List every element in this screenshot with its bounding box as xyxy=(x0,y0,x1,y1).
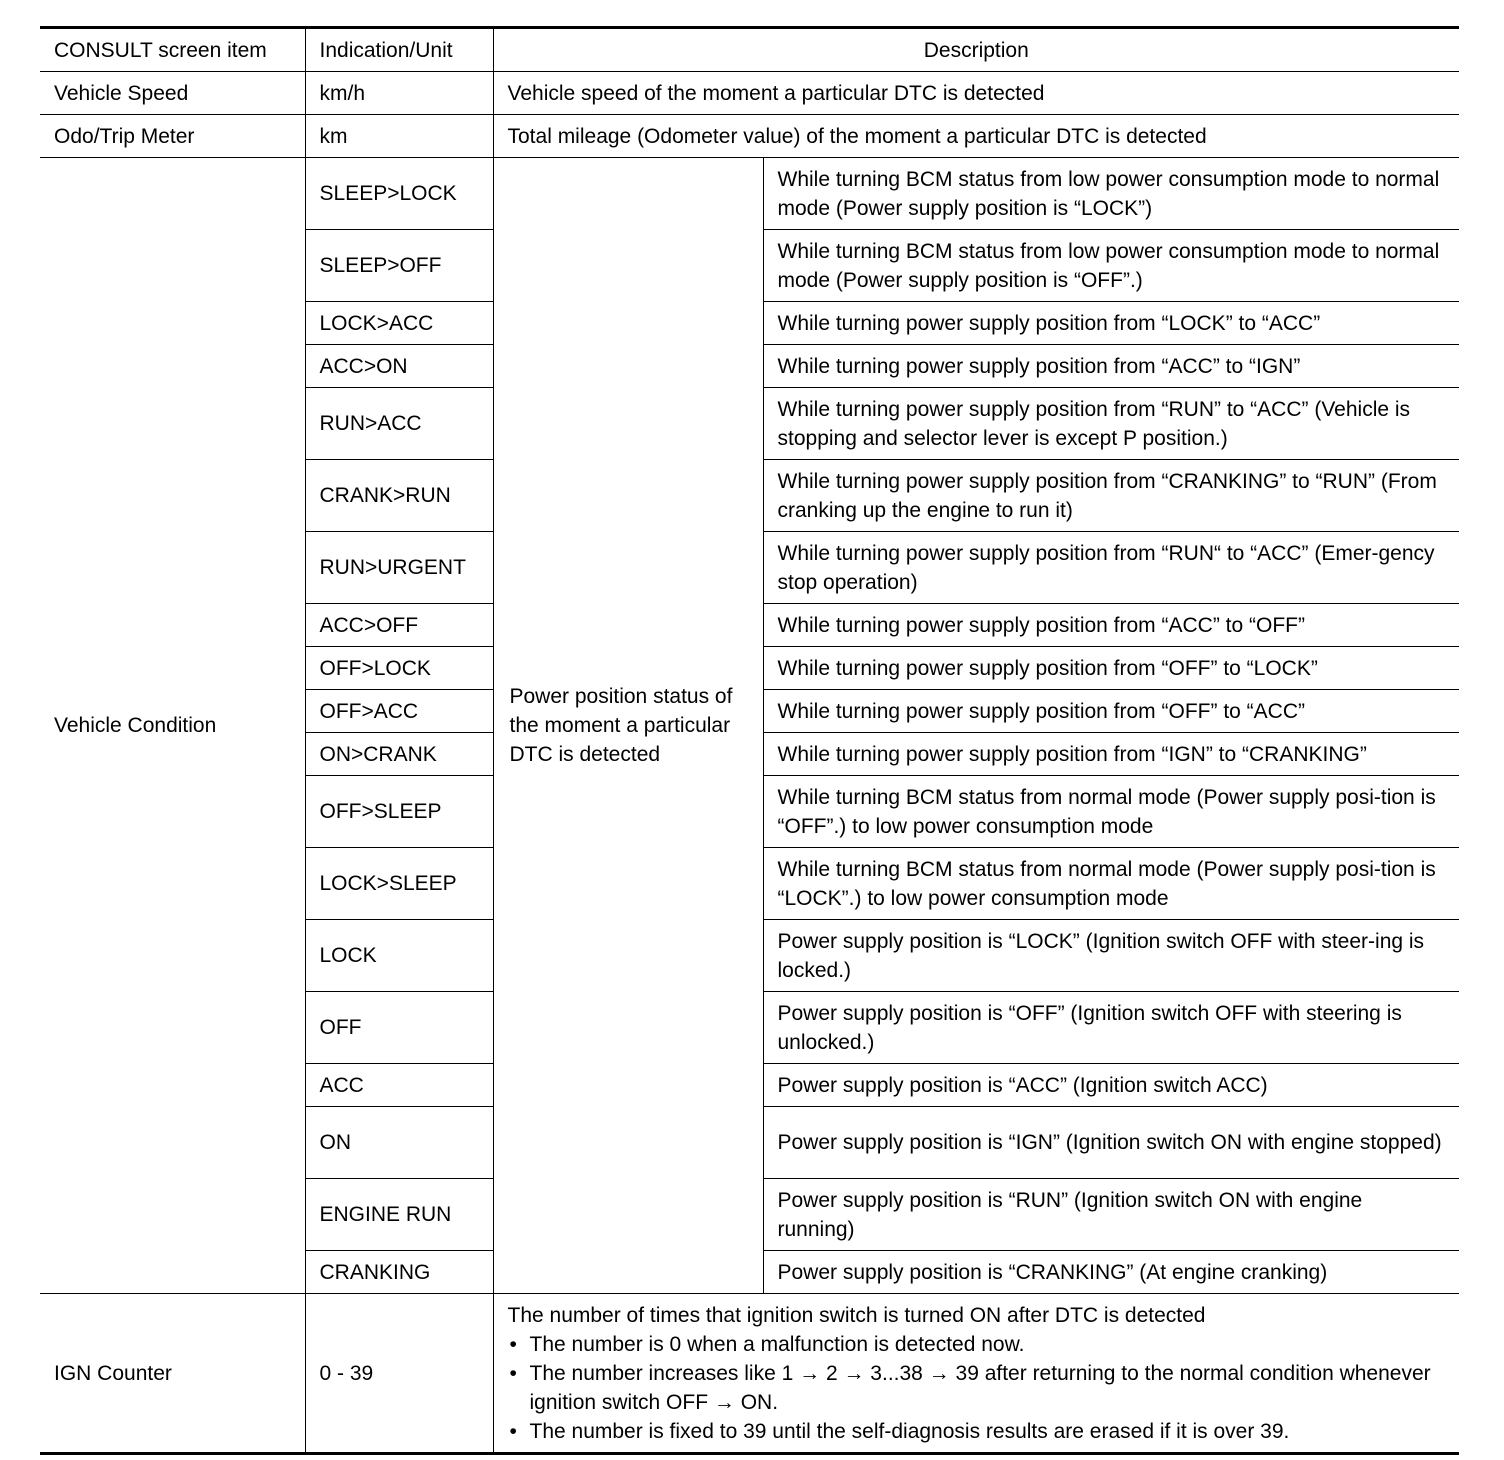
unit-cell: LOCK xyxy=(305,920,493,992)
unit-cell: 0 - 39 xyxy=(305,1294,493,1454)
header-unit: Indication/Unit xyxy=(305,28,493,72)
unit-cell: OFF>LOCK xyxy=(305,647,493,690)
description-cell: Power supply position is “CRANKING” (At engine cranking) xyxy=(763,1251,1459,1294)
description-cell: Vehicle speed of the moment a particular DTC is detected xyxy=(493,72,1459,115)
description-cell: Power supply position is “RUN” (Ignition switch ON with engine running) xyxy=(763,1179,1459,1251)
unit-cell: LOCK>ACC xyxy=(305,302,493,345)
list-item: • The number is 0 when a malfunction is detected now. xyxy=(508,1330,1446,1359)
description-cell: Power supply position is “OFF” (Ignition switch OFF with steering is unlocked.) xyxy=(763,992,1459,1064)
table-row xyxy=(40,1294,1459,1454)
description-cell: While turning power supply position from “ACC” to “OFF” xyxy=(763,604,1459,647)
description-cell: Total mileage (Odometer value) of the moment a particular DTC is detected xyxy=(493,115,1459,158)
description-cell: While turning power supply position from “ACC” to “IGN” xyxy=(763,345,1459,388)
unit-cell: OFF xyxy=(305,992,493,1064)
unit-cell: km xyxy=(305,115,493,158)
unit-cell: CRANKING xyxy=(305,1251,493,1294)
list-item: • The number increases like 1 → 2 → 3...38 → 39 after returning to the normal condition whenever ignition switch OFF → ON. xyxy=(508,1359,1446,1417)
list-item: • The number is fixed to 39 until the self-diagnosis results are erased if it is over 39. xyxy=(508,1417,1446,1446)
header-item: CONSULT screen item xyxy=(40,28,305,72)
description-cell xyxy=(493,1294,1459,1454)
consult-items-table xyxy=(40,26,1459,1455)
description-cell: While turning BCM status from low power consumption mode to normal mode (Power supply position is “LOCK”) xyxy=(763,158,1459,230)
description-cell: While turning power supply position from “OFF” to “LOCK” xyxy=(763,647,1459,690)
description-cell: Power supply position is “IGN” (Ignition switch ON with engine stopped) xyxy=(763,1107,1459,1179)
description-cell: Power supply position is “ACC” (Ignition switch ACC) xyxy=(763,1064,1459,1107)
header-description: Description xyxy=(493,28,1459,72)
table-row xyxy=(40,115,1459,158)
unit-cell: ACC>OFF xyxy=(305,604,493,647)
description-cell: While turning power supply position from “IGN” to “CRANKING” xyxy=(763,733,1459,776)
unit-cell: km/h xyxy=(305,72,493,115)
unit-cell: OFF>ACC xyxy=(305,690,493,733)
description-cell: While turning power supply position from “LOCK” to “ACC” xyxy=(763,302,1459,345)
item-cell: IGN Counter xyxy=(40,1294,305,1454)
table-row xyxy=(40,158,1459,230)
description-cell: While turning power supply position from “RUN“ to “ACC” (Emer-gency stop operation) xyxy=(763,532,1459,604)
unit-cell: OFF>SLEEP xyxy=(305,776,493,848)
description-cell: While turning BCM status from normal mode (Power supply posi-tion is “LOCK”.) to low power consumption mode xyxy=(763,848,1459,920)
unit-cell: SLEEP>OFF xyxy=(305,230,493,302)
description-cell: While turning power supply position from “OFF” to “ACC” xyxy=(763,690,1459,733)
unit-cell: ACC>ON xyxy=(305,345,493,388)
table-row xyxy=(40,72,1459,115)
unit-cell: RUN>ACC xyxy=(305,388,493,460)
description-cell: While turning power supply position from “RUN” to “ACC” (Vehicle is stopping and selector lever is except P position.) xyxy=(763,388,1459,460)
ign-description-intro: The number of times that ignition switch is turned ON after DTC is detected xyxy=(507,1303,1206,1327)
description-cell: While turning BCM status from normal mode (Power supply posi-tion is “OFF”.) to low power consumption mode xyxy=(763,776,1459,848)
item-cell: Vehicle Speed xyxy=(40,72,305,115)
unit-cell: SLEEP>LOCK xyxy=(305,158,493,230)
ign-bullet-list xyxy=(508,1330,1446,1446)
item-cell: Odo/Trip Meter xyxy=(40,115,305,158)
description-cell: While turning power supply position from “CRANKING” to “RUN” (From cranking up the engine to run it) xyxy=(763,460,1459,532)
unit-cell: CRANK>RUN xyxy=(305,460,493,532)
unit-cell: ON>CRANK xyxy=(305,733,493,776)
unit-cell: LOCK>SLEEP xyxy=(305,848,493,920)
unit-cell: ACC xyxy=(305,1064,493,1107)
item-cell: Vehicle Condition xyxy=(40,158,305,1294)
description-cell: Power supply position is “LOCK” (Ignition switch OFF with steer-ing is locked.) xyxy=(763,920,1459,992)
table-header-row xyxy=(40,28,1459,72)
unit-cell: ON xyxy=(305,1107,493,1179)
description-cell: While turning BCM status from low power consumption mode to normal mode (Power supply position is “OFF”.) xyxy=(763,230,1459,302)
condition-summary-cell: Power position status of the moment a particular DTC is detected xyxy=(493,158,763,1294)
unit-cell: ENGINE RUN xyxy=(305,1179,493,1251)
unit-cell: RUN>URGENT xyxy=(305,532,493,604)
